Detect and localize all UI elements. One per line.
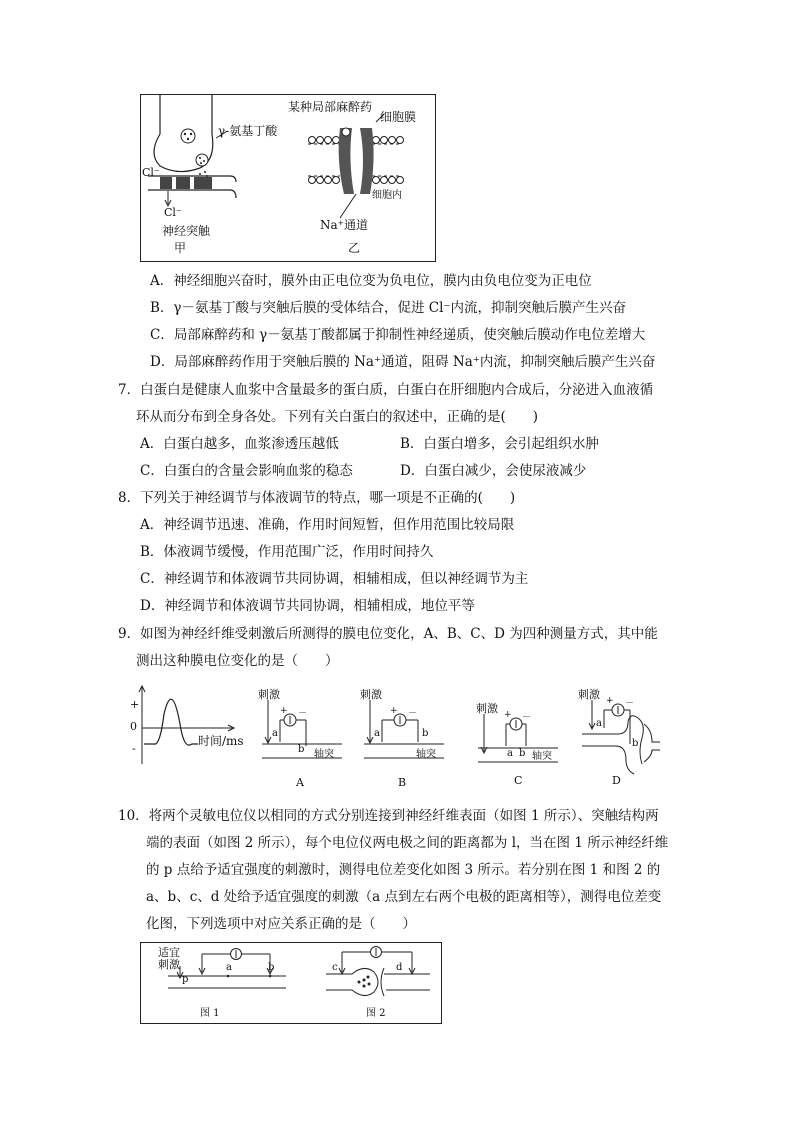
panel-b-b: b — [422, 728, 429, 739]
q10-line-3: 的 p 点给予适宜强度的刺激时，测得电位差变化如图 3 所示。若分别在图 1 和图 2 的 — [146, 862, 661, 878]
panel-c-plus: + — [504, 710, 512, 720]
jia-cl-label-top: Cl⁻ — [142, 166, 160, 179]
panel-d-plus: + — [606, 696, 614, 706]
panel-d-stim: 刺激 — [578, 688, 600, 701]
q8-option-a: A．神经调节迅速、准确，作用时间短暂，但作用范围比较局限 — [140, 517, 515, 533]
q9-panel-a — [258, 686, 348, 792]
jia-cl-label-bottom: Cl⁻ — [164, 206, 182, 219]
panel-a-plus: + — [280, 706, 288, 716]
graph-xlabel: 时间/ms — [198, 734, 244, 748]
vesicle — [181, 129, 195, 143]
q10-fig1-caption: 图 1 — [200, 1008, 220, 1019]
panel-c-a: a — [507, 748, 513, 759]
q10-c-label: c — [332, 962, 338, 973]
panel-b-a: a — [374, 728, 380, 739]
panel-b-plus: + — [390, 706, 398, 716]
panel-a-a: a — [272, 728, 278, 739]
q7-option-a: A．白蛋白越多，血浆渗透压越低 — [140, 436, 339, 452]
graph-minus: - — [132, 742, 136, 755]
jia-caption: 甲 — [174, 241, 187, 255]
q10-stim-label-2: 刺激 — [158, 958, 180, 971]
yi-caption: 乙 — [348, 241, 361, 255]
panel-a-axon: 轴突 — [314, 749, 334, 760]
panel-a-stim: 刺激 — [258, 688, 280, 701]
graph-plus: + — [130, 698, 140, 711]
q7-stem-line-1: 7．白蛋白是健康人血浆中含量最多的蛋白质，白蛋白在肝细胞内合成后，分泌进入血液循 — [118, 382, 654, 398]
q10-stim-label-1: 适宜 — [158, 946, 180, 959]
q6-option-a: A．神经细胞兴奋时，膜外由正电位变为负电位，膜内由负电位变为正电位 — [150, 273, 592, 289]
q9-stem-line-1: 9．如图为神经纤维受刺激后所测得的膜电位变化，A、B、C、D 为四种测量方式，其中能 — [118, 626, 658, 642]
q9-potential-graph — [128, 684, 244, 768]
q6-figure — [140, 94, 436, 262]
panel-a-caption: A — [296, 776, 304, 789]
q10-a-label: a — [226, 962, 232, 973]
q10-line-1: 10．将两个灵敏电位仪以相同的方式分别连接到神经纤维表面（如图 1 所示）、突触结构两 — [118, 808, 659, 824]
q7-stem-line-2: 环从而分布到全身各处。下列有关白蛋白的叙述中，正确的是( ) — [136, 409, 539, 425]
q6-option-d: D．局部麻醉药作用于突触后膜的 Na⁺通道，阻碍 Na⁺内流，抑制突触后膜产生兴奋 — [150, 354, 656, 370]
q8-option-c: C．神经调节和体液调节共同协调，相辅相成，但以神经调节为主 — [140, 571, 529, 587]
panel-b-minus: － — [408, 709, 418, 719]
channel-left — [339, 128, 354, 194]
jia-gaba-label: γ-氨基丁酸 — [218, 124, 278, 138]
panel-d-a: a — [596, 718, 602, 729]
q9-panel-d — [572, 684, 662, 792]
released-vesicle — [196, 154, 208, 166]
q6-option-b: B．γ－氨基丁酸与突触后膜的受体结合，促进 Cl⁻内流，抑制突触后膜产生兴奋 — [150, 300, 627, 316]
q10-b-label: b — [268, 962, 275, 973]
q7-option-b: B．白蛋白增多，会引起组织水肿 — [400, 436, 599, 452]
yi-membrane-label: 细胞膜 — [380, 110, 417, 124]
q8-stem: 8．下列关于神经调节与体液调节的特点，哪一项是不正确的( ) — [118, 490, 516, 506]
panel-d-caption: D — [612, 774, 621, 787]
q8-option-d: D．神经调节和体液调节共同协调，相辅相成，地位平等 — [140, 598, 475, 614]
q10-d-label: d — [396, 962, 403, 973]
drug-molecule — [342, 128, 350, 136]
action-potential-curve — [144, 699, 198, 745]
q10-line-4: a、b、c、d 处给予适宜强度的刺激（a 点到左右两个电极的距离相等），测得电位差变 — [146, 889, 662, 905]
panel-c-b: b — [519, 748, 526, 759]
panel-c-minus: － — [522, 713, 532, 723]
q6-option-c: C．局部麻醉药和 γ－氨基丁酸都属于抑制性神经递质，使突触后膜动作电位差增大 — [150, 327, 646, 343]
yi-drug-label: 某种局部麻醉药 — [288, 100, 373, 114]
q9-panel-c — [474, 700, 564, 794]
phospholipid-bilayer — [308, 137, 404, 184]
q10-figure — [140, 942, 442, 1024]
yi-inside-label: 细胞内 — [372, 190, 402, 201]
panel-a-b: b — [298, 744, 305, 755]
panel-d-minus: － — [625, 699, 635, 709]
panel-c-stim: 刺激 — [476, 702, 498, 715]
panel-b-stim: 刺激 — [360, 688, 382, 701]
q10-p-label: p — [182, 974, 189, 985]
panel-d-b: b — [632, 738, 639, 749]
panel-c-caption: C — [514, 774, 523, 787]
panel-b-caption: B — [398, 776, 407, 789]
q9-stem-line-2: 测出这种膜电位变化的是（ ） — [136, 653, 339, 669]
panel-a-minus: － — [298, 709, 308, 719]
panel-c-axon: 轴突 — [532, 751, 552, 762]
q10-line-5: 化图，下列选项中对应关系正确的是（ ） — [146, 916, 416, 932]
channel-right — [360, 128, 374, 194]
q9-panel-b — [360, 686, 450, 792]
jia-synapse-label: 神经突触 — [162, 224, 211, 238]
q7-option-d: D．白蛋白减少，会使尿液减少 — [400, 463, 587, 479]
panel-b-axon: 轴突 — [416, 749, 436, 760]
q8-option-b: B．体液调节缓慢，作用范围广泛，作用时间持久 — [140, 544, 434, 560]
yi-channel-label: Na⁺通道 — [320, 218, 368, 232]
graph-zero: 0 — [130, 720, 137, 733]
q10-line-2: 端的表面（如图 2 所示），每个电位仪两电极之间的距离都为 l，当在图 1 所示神经纤维 — [146, 835, 669, 851]
q10-fig2-caption: 图 2 — [366, 1008, 386, 1019]
q7-option-c: C．白蛋白的含量会影响血浆的稳态 — [140, 463, 353, 479]
